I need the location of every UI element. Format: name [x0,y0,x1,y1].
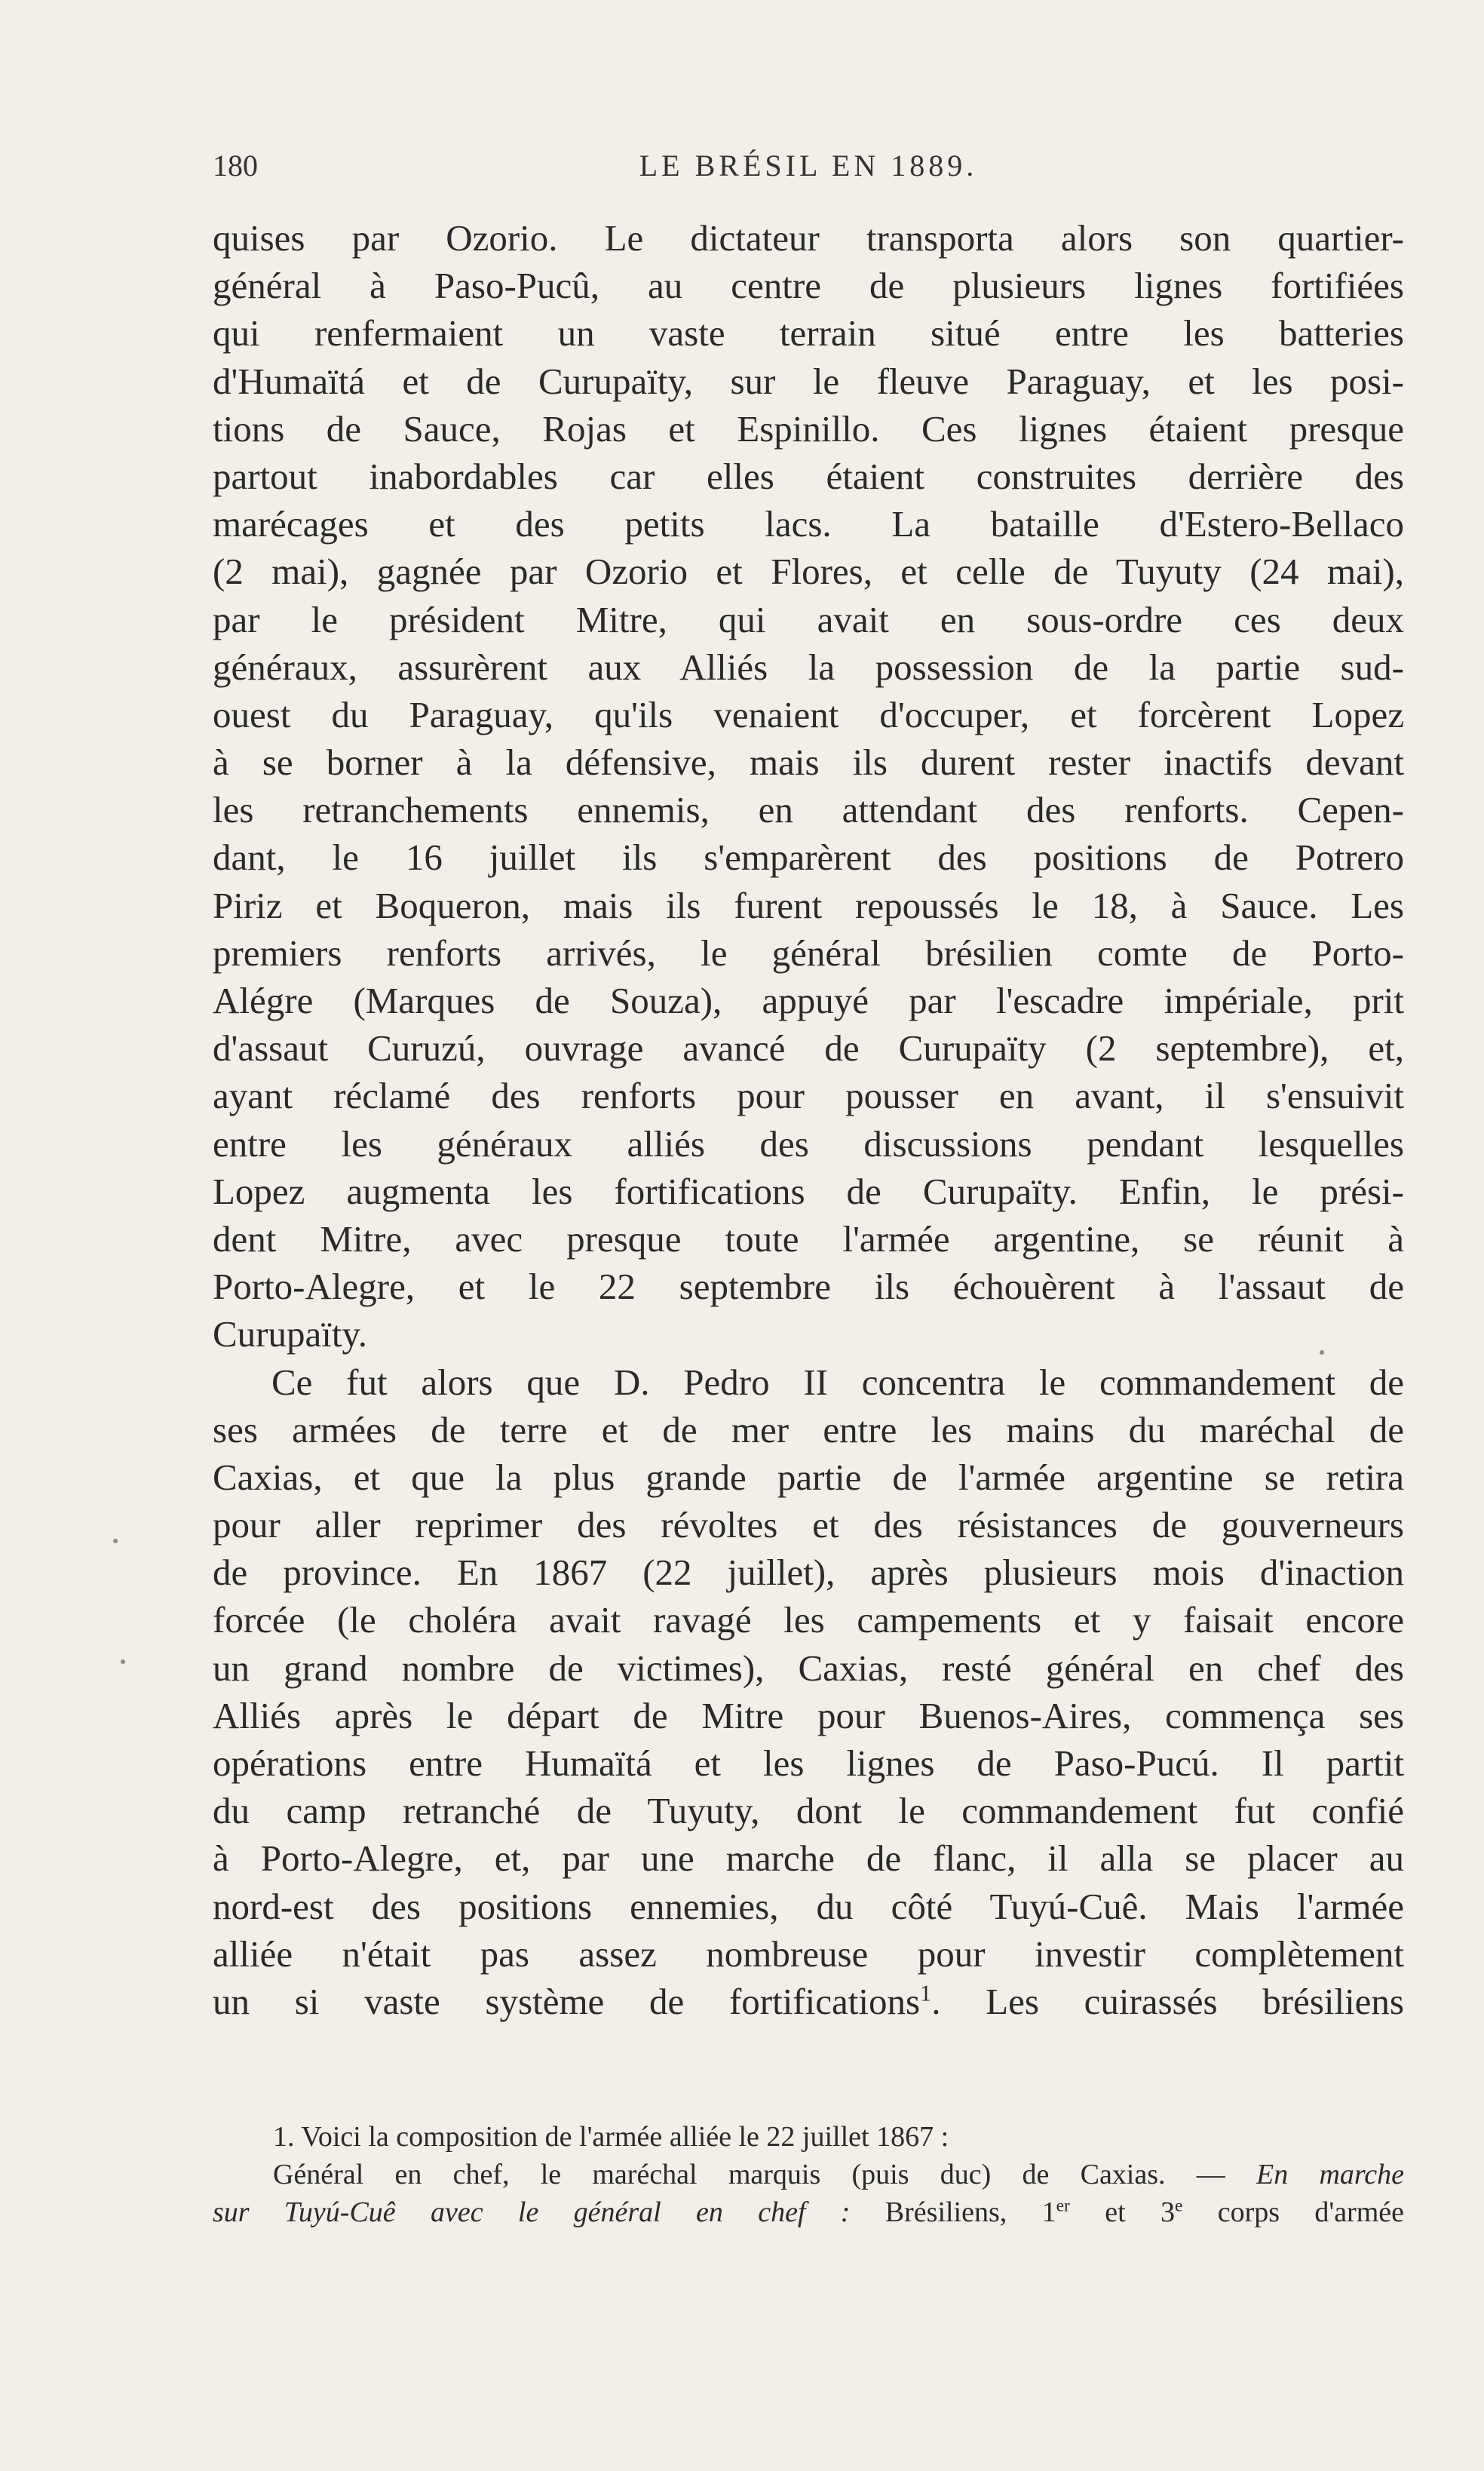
text-line: premiers renforts arrivés, le général brésilien comte de Porto- [213,932,1404,974]
paper-speck [1320,1350,1324,1355]
footnote-reference[interactable]: 1 [920,1980,932,2006]
text-line: Curupaïty. [213,1313,368,1355]
text-line: dent Mitre, avec presque toute l'armée argentine, se réunit à [213,1217,1404,1260]
text-line: nord-est des positions ennemies, du côté Tuyú-Cuê. Mais l'armée [213,1885,1404,1927]
text-line: à Porto-Alegre, et, par une marche de flanc, il alla se placer au [213,1837,1404,1880]
text-line: Lopez augmenta les fortifications de Curupaïty. Enfin, le prési- [213,1170,1404,1212]
text-line: quises par Ozorio. Le dictateur transporta alors son quartier- [213,217,1404,259]
text-line: Alégre (Marques de Souza), appuyé par l'escadre impériale, prit [213,980,1404,1021]
text-line: un grand nombre de victimes), Caxias, resté général en chef des [213,1647,1404,1689]
page-number: 180 [213,149,258,183]
text-line: ouest du Paraguay, qu'ils venaient d'occuper, et forcèrent Lopez [213,693,1404,735]
text-line: ses armées de terre et de mer entre les mains du maréchal de [213,1408,1404,1450]
text-line: alliée n'était pas assez nombreuse pour investir complètement [213,1932,1404,1975]
text-line: Porto-Alegre, et le 22 septembre ils échouèrent à l'assaut de [213,1266,1404,1308]
text-line: d'Humaïtá et de Curupaïty, sur le fleuve Paraguay, et les posi- [213,360,1404,402]
text-segment: . Les cuirassés brésiliens [931,1980,1404,2022]
text-segment: un si vaste système de fortifications [213,1980,921,2022]
text-line: d'assaut Curuzú, ouvrage avancé de Curupaïty (2 septembre), et, [213,1027,1404,1070]
text-line: les retranchements ennemis, en attendant des renforts. Cepen- [213,789,1404,831]
text-line: de province. En 1867 (22 juillet), après plusieurs mois d'inaction [213,1552,1404,1594]
text-line: entre les généraux alliés des discussions pendant lesquelles [213,1122,1404,1165]
footnote-text: corps d'armée [1182,2196,1405,2228]
text-line: Piriz et Boqueron, mais ils furent repoussés le 18, à Sauce. Les [213,884,1404,926]
text-line: du camp retranché de Tuyuty, dont le commandement fut confié [213,1790,1404,1832]
text-line-with-footnote-ref [213,1978,1404,2025]
footnote-text: et 3 [1069,2196,1175,2228]
footnote-line: 1. Voici la composition de l'armée alliée le 22 juillet 1867 : [273,2121,949,2153]
text-line: Alliés après le départ de Mitre pour Buenos-Aires, commença ses [213,1694,1404,1736]
text-line: (2 mai), gagnée par Ozorio et Flores, et celle de Tuyuty (24 mai), [213,551,1404,593]
text-line: par le président Mitre, qui avait en sous-ordre ces deux [213,598,1404,640]
paper-speck [113,1539,118,1543]
ordinal-suffix: e [1174,2196,1183,2216]
text-line: ayant réclamé des renforts pour pousser en avant, il s'ensuivit [213,1075,1404,1117]
footnote-italic-text: sur Tuyú-Cuê avec le général en chef : [213,2196,851,2228]
text-line: tions de Sauce, Rojas et Espinillo. Ces lignes étaient presque [213,407,1404,450]
footnote-line [213,2193,1404,2231]
footnote-section [213,2118,1404,2231]
text-line: qui renfermaient un vaste terrain situé entre les batteries [213,312,1404,355]
ordinal-suffix: er [1056,2196,1070,2216]
text-line: Caxias, et que la plus grande partie de l'armée argentine se retira [213,1456,1404,1498]
footnote-text: Brésiliens, 1 [850,2196,1056,2228]
text-line: pour aller reprimer des révoltes et des résistances de gouverneurs [213,1504,1404,1546]
text-line: partout inabordables car elles étaient construites derrière des [213,455,1404,497]
text-line: dant, le 16 juillet ils s'emparèrent des positions de Potrero [213,836,1404,879]
paragraph-start-line: Ce fut alors que D. Pedro II concentra le commandement de [271,1361,1404,1403]
footnote-text: Général en chef, le maréchal marquis (puis duc) de Caxias. — [273,2159,1256,2190]
text-line: marécages et des petits lacs. La bataille d'Estero-Bellaco [213,503,1404,545]
text-line: opérations entre Humaïtá et les lignes de Paso-Pucú. Il partit [213,1742,1404,1784]
running-title: LE BRÉSIL EN 1889. [639,149,978,183]
footnote-line [213,2156,1404,2193]
text-line: général à Paso-Pucû, au centre de plusieurs lignes fortifiées [213,265,1404,307]
text-line: forcée (le choléra avait ravagé les campements et y faisait encore [213,1599,1404,1641]
page-header [213,143,1404,189]
paper-speck [121,1659,125,1664]
body-text [213,214,1404,2025]
footnote-italic-text: En marche [1256,2159,1405,2190]
text-line: généraux, assurèrent aux Alliés la possession de la partie sud- [213,646,1404,688]
text-line: à se borner à la défensive, mais ils durent rester inactifs devant [213,741,1404,784]
